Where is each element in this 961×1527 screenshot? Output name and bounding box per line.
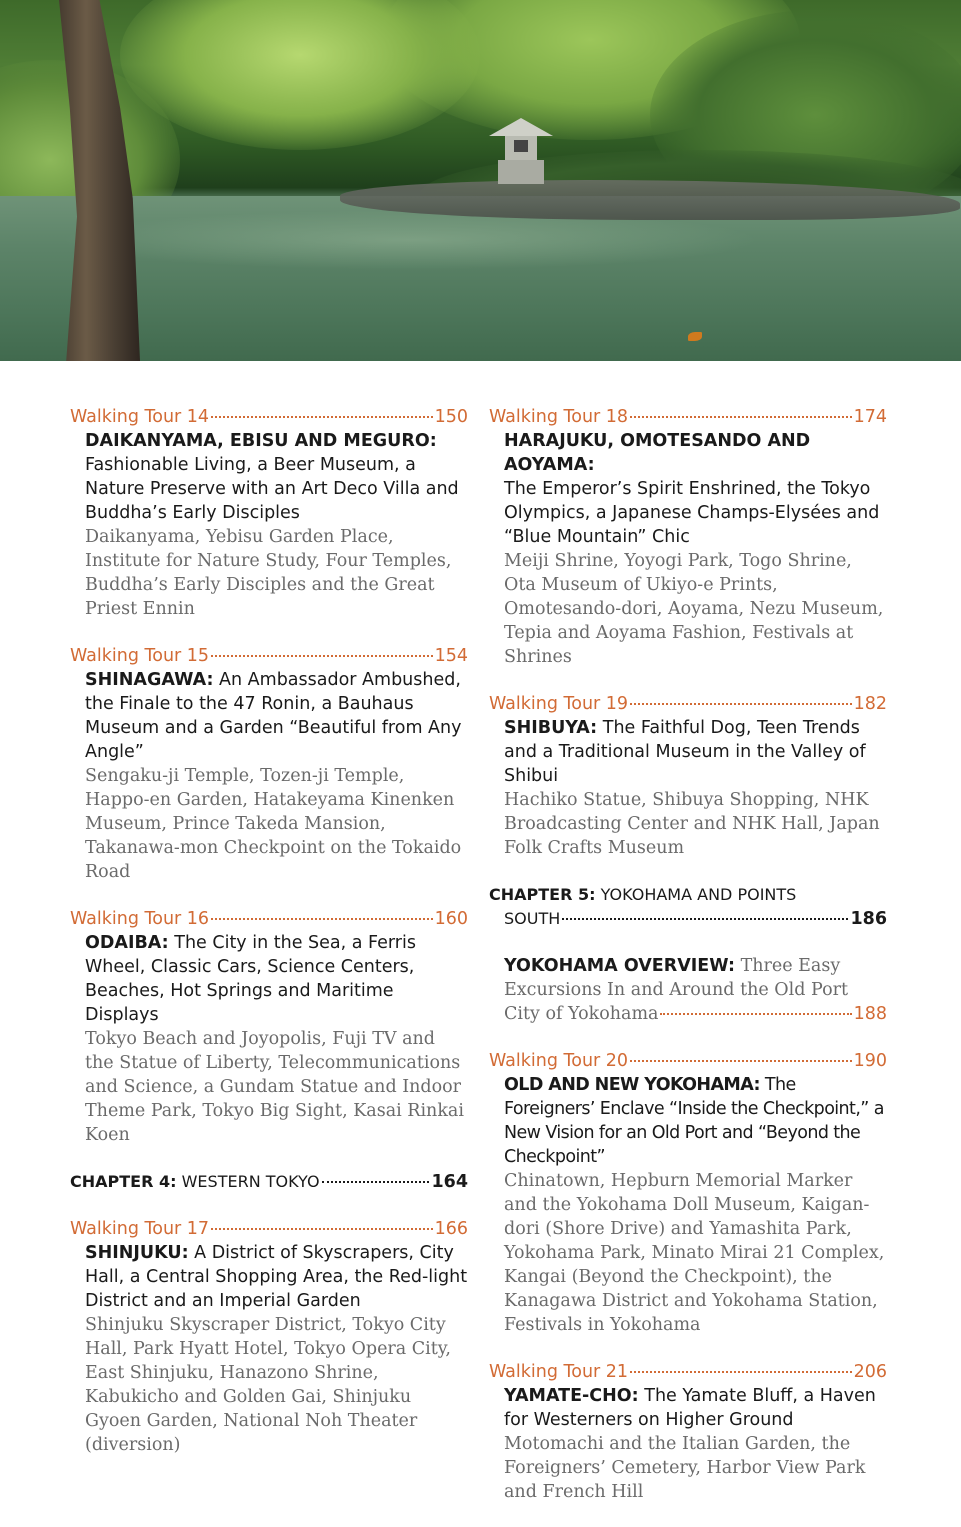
- chapter-label: CHAPTER 5:: [489, 885, 596, 904]
- tour-line[interactable]: [489, 405, 887, 429]
- stone-lantern-base: [498, 160, 544, 184]
- tour-label: Walking Tour 14: [70, 407, 210, 427]
- toc-left-column: [70, 405, 468, 1480]
- page-number: 166: [434, 1219, 468, 1239]
- dot-leader: [211, 655, 433, 657]
- tour-label: Walking Tour 18: [489, 407, 629, 427]
- dot-leader: [630, 1371, 852, 1373]
- tour-places: Sengaku-ji Temple, Tozen-ji Temple, Happo-en Garden, Hatakeyama Kinenken Museum, Prince Takeda Mansion, Takanawa-mon Checkpoint on the Tokaido Road: [85, 766, 462, 882]
- tour-description: The Yamate Bluff, a Haven for Westerners on Higher Ground: [504, 1386, 876, 1430]
- tour-places: Chinatown, Hepburn Memorial Marker and the Yokohama Doll Museum, Kaigan-dori (Shore Drive) and Yamashita Park, Yokohama Park, Minato Mirai 21 Complex, Kangai (Beyond the Checkpoint), the Kanagawa District and Yokohama Station, Festivals in Yokohama: [504, 1171, 885, 1335]
- maple-foliage: [120, 0, 480, 150]
- toc-right-column: [489, 405, 887, 1527]
- tour-line[interactable]: [70, 1217, 468, 1241]
- tour-line[interactable]: [70, 907, 468, 931]
- page-number: 150: [434, 407, 468, 427]
- tour-title: HARAJUKU, OMOTESANDO AND AOYAMA:: [504, 431, 811, 475]
- toc-yokohama-overview[interactable]: [489, 954, 887, 1026]
- overview-description: Three Easy: [740, 956, 841, 976]
- tour-title: YAMATE-CHO:: [504, 1386, 639, 1406]
- page-number: 160: [434, 909, 468, 929]
- tour-title: SHIBUYA:: [504, 718, 598, 738]
- dot-leader: [660, 1013, 851, 1015]
- chapter-label: CHAPTER 4:: [70, 1172, 177, 1191]
- toc-entry-tour-20: [489, 1049, 887, 1337]
- page-number: 164: [431, 1172, 468, 1192]
- tour-line[interactable]: [489, 1049, 887, 1073]
- tour-description: The Emperor’s Spirit Enshrined, the Tokyo Olympics, a Japanese Champs-Elysées and “Blue Mountain” Chic: [504, 479, 880, 547]
- dot-leader: [211, 918, 433, 920]
- page-number: 188: [853, 1004, 887, 1024]
- overview-title: YOKOHAMA OVERVIEW:: [504, 956, 735, 976]
- dot-leader: [211, 1228, 433, 1230]
- dot-leader: [211, 416, 433, 418]
- page-number: 182: [853, 694, 887, 714]
- tour-places: Shinjuku Skyscraper District, Tokyo City Hall, Park Hyatt Hotel, Tokyo Opera City, East Shinjuku, Hanazono Shrine, Kabukicho and Golden Gai, Shinjuku Gyoen Garden, National Noh Theater (diversion): [85, 1315, 451, 1455]
- overview-description-line: Excursions In and Around the Old Port: [504, 980, 849, 1000]
- tour-line[interactable]: [70, 405, 468, 429]
- tour-places: Meiji Shrine, Yoyogi Park, Togo Shrine, Ota Museum of Ukiyo-e Prints, Omotesando-dori, Aoyama, Nezu Museum, Tepia and Aoyama Fashion, Festivals at Shrines: [504, 551, 884, 667]
- dot-leader: [630, 416, 852, 418]
- tour-label: Walking Tour 16: [70, 909, 210, 929]
- chapter-title-continued: SOUTH: [504, 909, 561, 928]
- page-number: 186: [850, 909, 887, 929]
- toc-entry-tour-21: [489, 1360, 887, 1504]
- tour-places: Hachiko Statue, Shibuya Shopping, NHK Broadcasting Center and NHK Hall, Japan Folk Crafts Museum: [504, 790, 880, 858]
- toc-entry-tour-17: [70, 1217, 468, 1457]
- tour-title: SHINJUKU:: [85, 1243, 189, 1263]
- tour-description: The Foreigners’ Enclave “Inside the Checkpoint,” a New Vision for an Old Port and “Beyond the Checkpoint”: [504, 1075, 884, 1167]
- tour-label: Walking Tour 17: [70, 1219, 210, 1239]
- chapter-title: WESTERN TOKYO: [181, 1172, 320, 1191]
- dot-leader: [562, 918, 848, 920]
- page-number: 154: [434, 646, 468, 666]
- chapter-title: YOKOHAMA AND POINTS: [600, 885, 797, 904]
- tour-title: ODAIBA:: [85, 933, 169, 953]
- tour-line[interactable]: [489, 692, 887, 716]
- dot-leader: [630, 1060, 852, 1062]
- page-number: 206: [853, 1362, 887, 1382]
- tour-description: An Ambassador Ambushed, the Finale to the 47 Ronin, a Bauhaus Museum and a Garden “Beautiful from Any Angle”: [85, 670, 462, 762]
- tour-label: Walking Tour 21: [489, 1362, 629, 1382]
- tour-title: DAIKANYAMA, EBISU AND MEGURO:: [85, 431, 437, 451]
- garden-pond-photo: [0, 0, 961, 361]
- tour-places: Motomachi and the Italian Garden, the Foreigners’ Cemetery, Harbor View Park and French Hill: [504, 1434, 866, 1502]
- tour-description: The City in the Sea, a Ferris Wheel, Classic Cars, Science Centers, Beaches, Hot Springs and Maritime Displays: [85, 933, 416, 1025]
- tour-line[interactable]: [489, 1360, 887, 1384]
- tour-label: Walking Tour 19: [489, 694, 629, 714]
- toc-chapter-5[interactable]: [489, 883, 887, 931]
- toc-chapter-4[interactable]: [70, 1170, 468, 1194]
- tour-label: Walking Tour 15: [70, 646, 210, 666]
- tour-description: A District of Skyscrapers, City Hall, a Central Shopping Area, the Red-light District and an Imperial Garden: [85, 1243, 468, 1311]
- overview-description-line: City of Yokohama: [504, 1004, 659, 1024]
- dot-leader: [630, 703, 852, 705]
- toc-entry-tour-18: [489, 405, 887, 669]
- stone-lantern-window: [514, 140, 528, 152]
- toc-entry-tour-14: [70, 405, 468, 621]
- tour-title: OLD AND NEW YOKOHAMA:: [504, 1075, 760, 1095]
- dot-leader: [322, 1181, 430, 1183]
- tour-title: SHINAGAWA:: [85, 670, 214, 690]
- toc-entry-tour-19: [489, 692, 887, 860]
- tour-places: Daikanyama, Yebisu Garden Place, Institute for Nature Study, Four Temples, Buddha’s Early Disciples and the Great Priest Ennin: [85, 527, 452, 619]
- floating-leaf: [688, 332, 702, 341]
- tour-line[interactable]: [70, 644, 468, 668]
- toc-entry-tour-16: [70, 907, 468, 1147]
- toc-entry-tour-15: [70, 644, 468, 884]
- page-number: 174: [853, 407, 887, 427]
- page-number: 190: [853, 1051, 887, 1071]
- tour-label: Walking Tour 20: [489, 1051, 629, 1071]
- tour-description: The Faithful Dog, Teen Trends and a Traditional Museum in the Valley of Shibui: [504, 718, 866, 786]
- tour-description: Fashionable Living, a Beer Museum, a Nature Preserve with an Art Deco Villa and Buddha’s Early Disciples: [85, 455, 459, 523]
- tour-places: Tokyo Beach and Joyopolis, Fuji TV and the Statue of Liberty, Telecommunications and Science, a Gundam Statue and Indoor Theme Park, Tokyo Big Sight, Kasai Rinkai Koen: [85, 1029, 464, 1145]
